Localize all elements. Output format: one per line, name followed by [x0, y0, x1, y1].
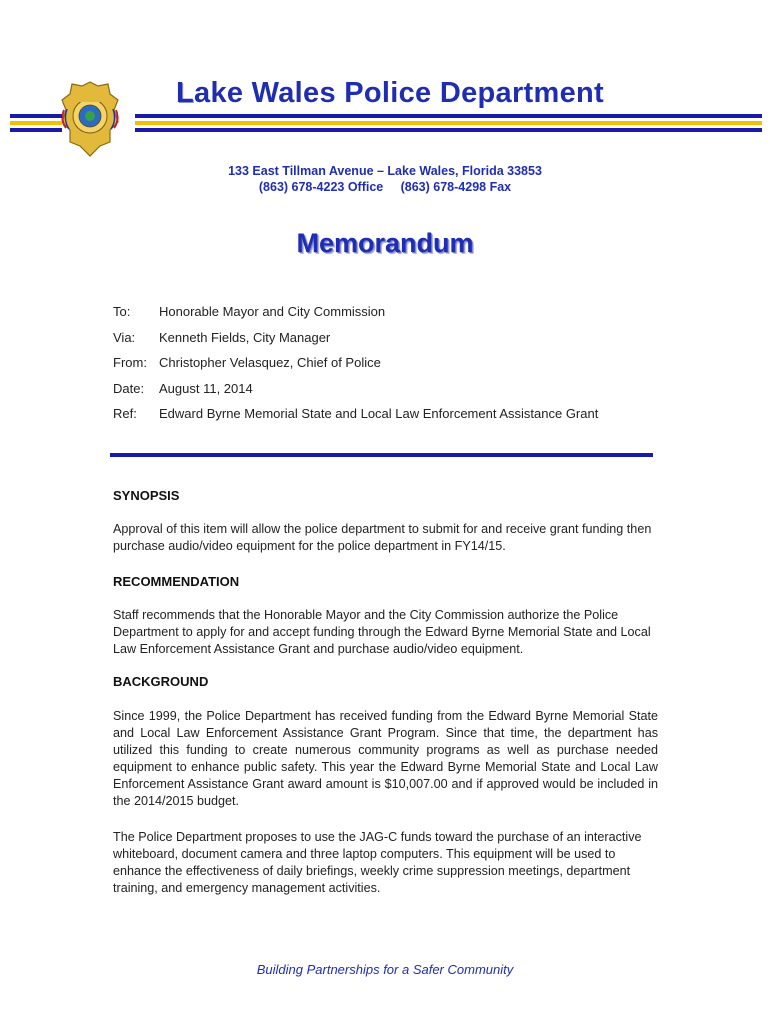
memo-ref-value: Edward Byrne Memorial State and Local Law Enforcement Assistance Grant	[159, 406, 599, 421]
address-line: 133 East Tillman Avenue – Lake Wales, Florida 33853	[228, 164, 542, 178]
synopsis-text: Approval of this item will allow the police department to submit for and receive grant funding then purchase audio/video equipment for the police department in FY14/15.	[113, 522, 652, 553]
memo-from-value: Christopher Velasquez, Chief of Police	[159, 355, 381, 370]
memo-from-label: From:	[113, 355, 147, 370]
memo-ref-row	[113, 406, 598, 421]
background-paragraph-1: Since 1999, the Police Department has received funding from the Edward Byrne Memorial State and Local Law Enforcement Assistance Grant Program. Since that time, the department has utilized this funding to create numerous community programs as well as purchase needed equipment to enhance public safety. This year the Edward Byrne Memorial State and Local Law Enforcement Assistance Grant award amount is $10,007.00 and if approved would be included in the 2014/2015 budget.	[113, 709, 658, 808]
header-stripe-blue	[135, 114, 762, 118]
memo-to-row	[113, 304, 385, 319]
phone-line: (863) 678-4223 Office (863) 678-4298 Fax	[258, 180, 512, 194]
header-stripe-gold-left	[10, 121, 62, 125]
header-divider	[110, 453, 653, 457]
police-badge-icon	[60, 80, 120, 158]
memo-title: Memorandum	[296, 228, 474, 258]
background-heading: BACKGROUND	[113, 674, 209, 689]
memo-via-label: Via:	[113, 330, 136, 345]
memo-via-row	[113, 330, 330, 345]
department-title-initial: L	[176, 77, 195, 109]
header-stripe-blue-left-2	[10, 128, 62, 132]
memo-from-row	[113, 355, 381, 370]
recommendation-heading: RECOMMENDATION	[113, 574, 240, 589]
memo-to-label: To:	[113, 304, 131, 319]
footer-motto: Building Partnerships for a Safer Community	[256, 962, 514, 977]
department-title	[176, 77, 604, 110]
memo-via-value: Kenneth Fields, City Manager	[159, 330, 331, 345]
background-paragraph-2: The Police Department proposes to use the JAG-C funds toward the purchase of an interactive whiteboard, document camera and three laptop computers. This equipment will be used to enhance the effectiveness of daily briefings, weekly crime suppression meetings, department training, and emergency management activities.	[113, 830, 642, 895]
header-stripe-blue-2	[135, 128, 762, 132]
memo-to-value: Honorable Mayor and City Commission	[159, 304, 386, 319]
header-stripe-gold	[135, 121, 762, 125]
memo-date-label: Date:	[113, 381, 145, 396]
header-stripe-blue-left	[10, 114, 62, 118]
memo-date-row	[113, 381, 253, 396]
department-title-rest: ake Wales Police Department	[194, 77, 604, 109]
synopsis-heading: SYNOPSIS	[113, 488, 180, 503]
memo-date-value: August 11, 2014	[159, 381, 253, 396]
recommendation-text: Staff recommends that the Honorable Mayor and the City Commission authorize the Police Department to apply for and accept funding through the Edward Byrne Memorial State and Local Law Enforcement Assistance Grant and purchase audio/video equipment.	[113, 608, 651, 656]
memo-ref-label: Ref:	[113, 406, 137, 421]
